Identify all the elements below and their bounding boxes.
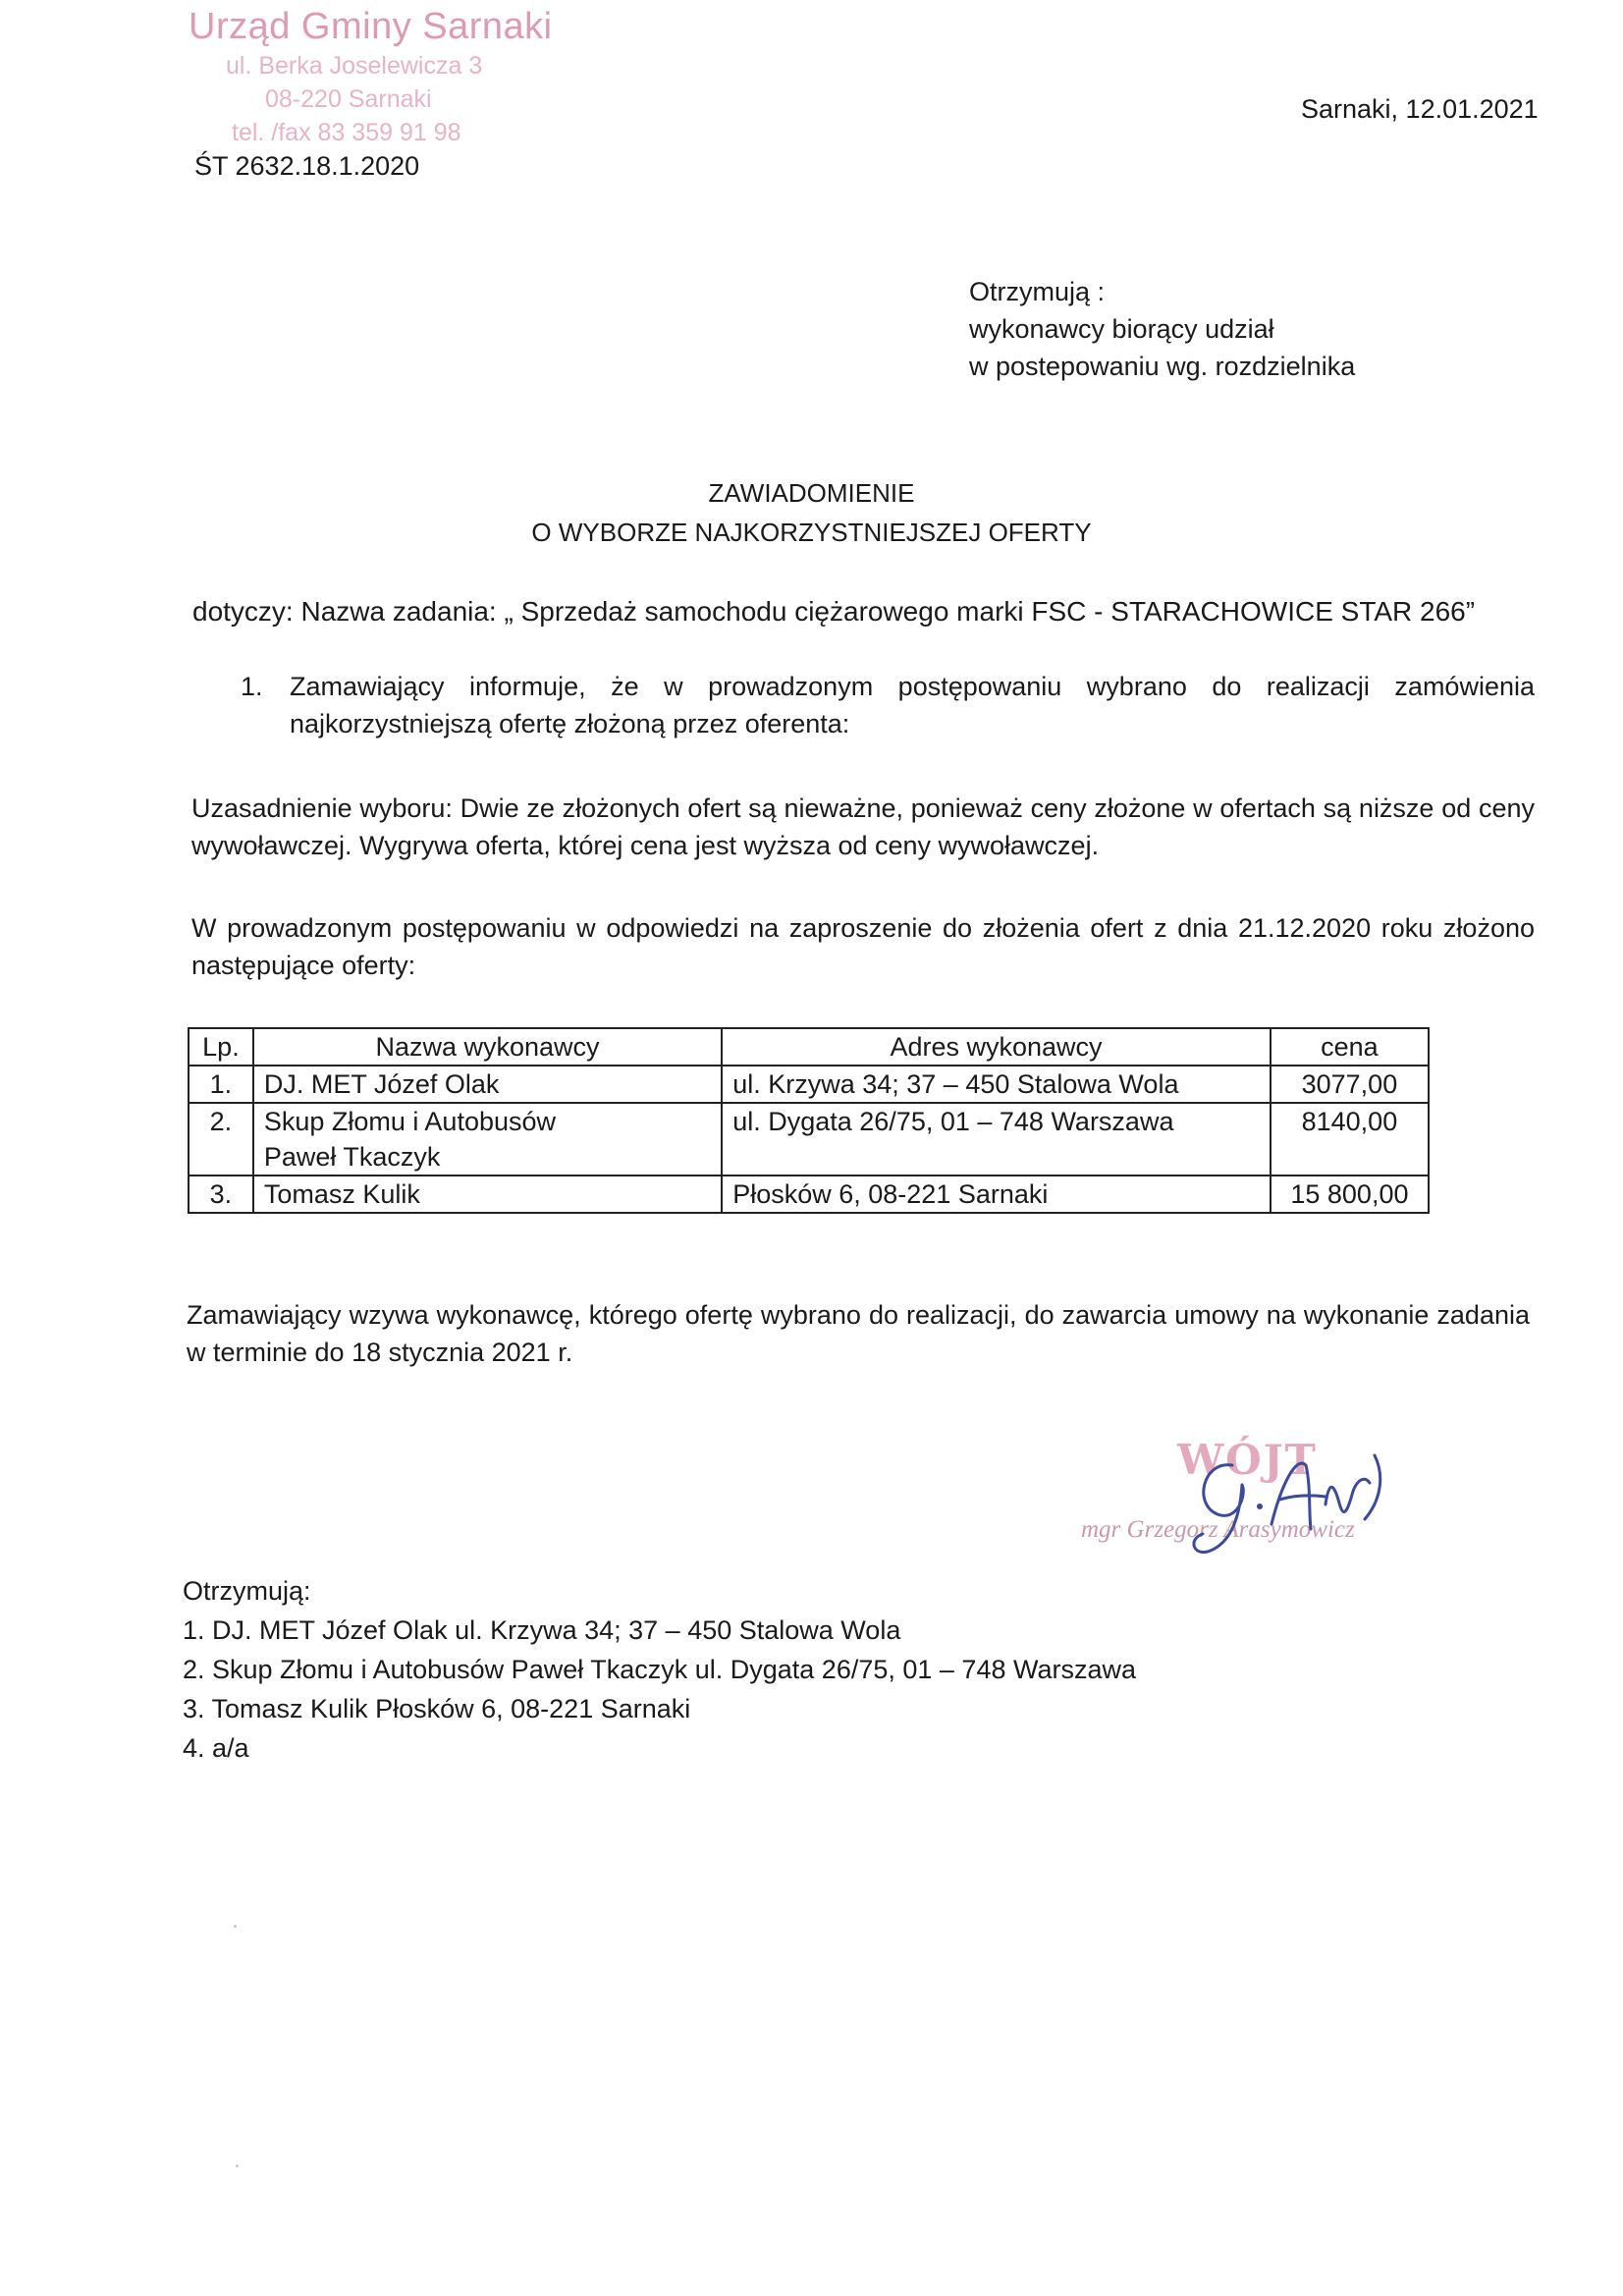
heading-line1: ZAWIADOMIENIE — [708, 478, 915, 508]
list-item: 4. a/a — [183, 1733, 249, 1763]
list-item: 3. Tomasz Kulik Płosków 6, 08-221 Sarnaki — [183, 1694, 691, 1723]
cell-name-line: Tomasz Kulik — [263, 1179, 420, 1209]
place-date: Sarnaki, 12.01.2021 — [1301, 94, 1539, 124]
table-row — [189, 1066, 1429, 1103]
cell-price: 8140,00 — [1271, 1103, 1429, 1175]
cell-name — [253, 1066, 722, 1103]
cell-price: 15 800,00 — [1271, 1175, 1429, 1213]
signature-block — [1075, 1436, 1429, 1583]
reference-number: ŚT 2632.18.1.2020 — [194, 151, 420, 181]
header-price: cena — [1271, 1028, 1429, 1066]
cell-name-line: Paweł Tkaczyk — [263, 1142, 441, 1172]
cell-lp: 1. — [189, 1066, 253, 1103]
recipients-bottom-label: Otrzymują: — [183, 1576, 311, 1606]
office-stamp — [189, 4, 581, 149]
call-to-contract-paragraph: Zamawiający wzywa wykonawcę, którego ofertę wybrano do realizacji, do zawarcia umowy na wykonanie zadania w terminie do 18 stycznia 2021 r. — [187, 1300, 1530, 1367]
header-lp: Lp. — [189, 1028, 253, 1066]
cell-address: ul. Dygata 26/75, 01 – 748 Warszawa — [722, 1103, 1271, 1175]
recipients-top-label: Otrzymują : — [969, 277, 1106, 306]
signature-title: WÓJT — [1177, 1436, 1318, 1484]
cell-address: ul. Krzywa 34; 37 – 450 Stalowa Wola — [722, 1066, 1271, 1103]
document-heading — [0, 473, 1623, 552]
offers-intro-paragraph: W prowadzonym postępowaniu w odpowiedzi na zaproszenie do złożenia ofert z dnia 21.12.2020 roku złożono następujące oferty: — [191, 913, 1535, 980]
justification-paragraph: Uzasadnienie wyboru: Dwie ze złożonych ofert są nieważne, ponieważ ceny złożone w ofertach są niższe od ceny wywoławczej. Wygrywa oferta, której cena jest wyższa od ceny wywoławczej. — [191, 793, 1535, 860]
table-row — [189, 1175, 1429, 1213]
recipients-top-line2: w postepowaniu wg. rozdzielnika — [969, 352, 1356, 381]
stamp-phone: tel. /fax 83 359 91 98 — [232, 119, 461, 146]
list-item: 2. Skup Złomu i Autobusów Paweł Tkaczyk ul. Dygata 26/75, 01 – 748 Warszawa — [183, 1655, 1136, 1684]
recipients-bottom — [183, 1571, 1136, 1768]
header-address: Adres wykonawcy — [722, 1028, 1271, 1066]
header-name: Nazwa wykonawcy — [253, 1028, 722, 1066]
signature-name: mgr Grzegorz Arasymowicz — [1081, 1516, 1355, 1543]
scan-speck — [234, 1925, 237, 1928]
subject-line: dotyczy: Nazwa zadania: „ Sprzedaż samochodu ciężarowego marki FSC - STARACHOWICE STAR 266” — [192, 596, 1476, 627]
scan-speck — [236, 2164, 239, 2167]
offers-table — [188, 1027, 1430, 1214]
cell-name-line: Skup Złomu i Autobusów — [263, 1107, 557, 1136]
stamp-postal: 08-220 Sarnaki — [265, 85, 432, 113]
cell-name — [253, 1175, 722, 1213]
handwritten-signature-icon — [1163, 1446, 1419, 1563]
stamp-street: ul. Berka Joselewicza 3 — [226, 52, 483, 80]
point-number: 1. — [241, 672, 263, 701]
recipients-top — [969, 273, 1355, 385]
cell-name — [253, 1103, 722, 1175]
list-item: 1. DJ. MET Józef Olak ul. Krzywa 34; 37 – 450 Stalowa Wola — [183, 1615, 901, 1645]
table-row — [189, 1103, 1429, 1175]
cell-price: 3077,00 — [1271, 1066, 1429, 1103]
point-text: Zamawiający informuje, że w prowadzonym postępowaniu wybrano do realizacji zamówienia najkorzystniejszą ofertę złożoną przez oferenta: — [290, 672, 1535, 738]
heading-line2: O WYBORZE NAJKORZYSTNIEJSZEJ OFERTY — [531, 518, 1092, 547]
cell-name-line: DJ. MET Józef Olak — [263, 1069, 500, 1099]
stamp-office-name: Urząd Gminy Sarnaki — [189, 6, 553, 47]
recipients-top-line1: wykonawcy biorący udział — [969, 314, 1274, 344]
cell-lp: 3. — [189, 1175, 253, 1213]
table-header-row — [189, 1028, 1429, 1066]
cell-lp: 2. — [189, 1103, 253, 1175]
cell-address: Płosków 6, 08-221 Sarnaki — [722, 1175, 1271, 1213]
